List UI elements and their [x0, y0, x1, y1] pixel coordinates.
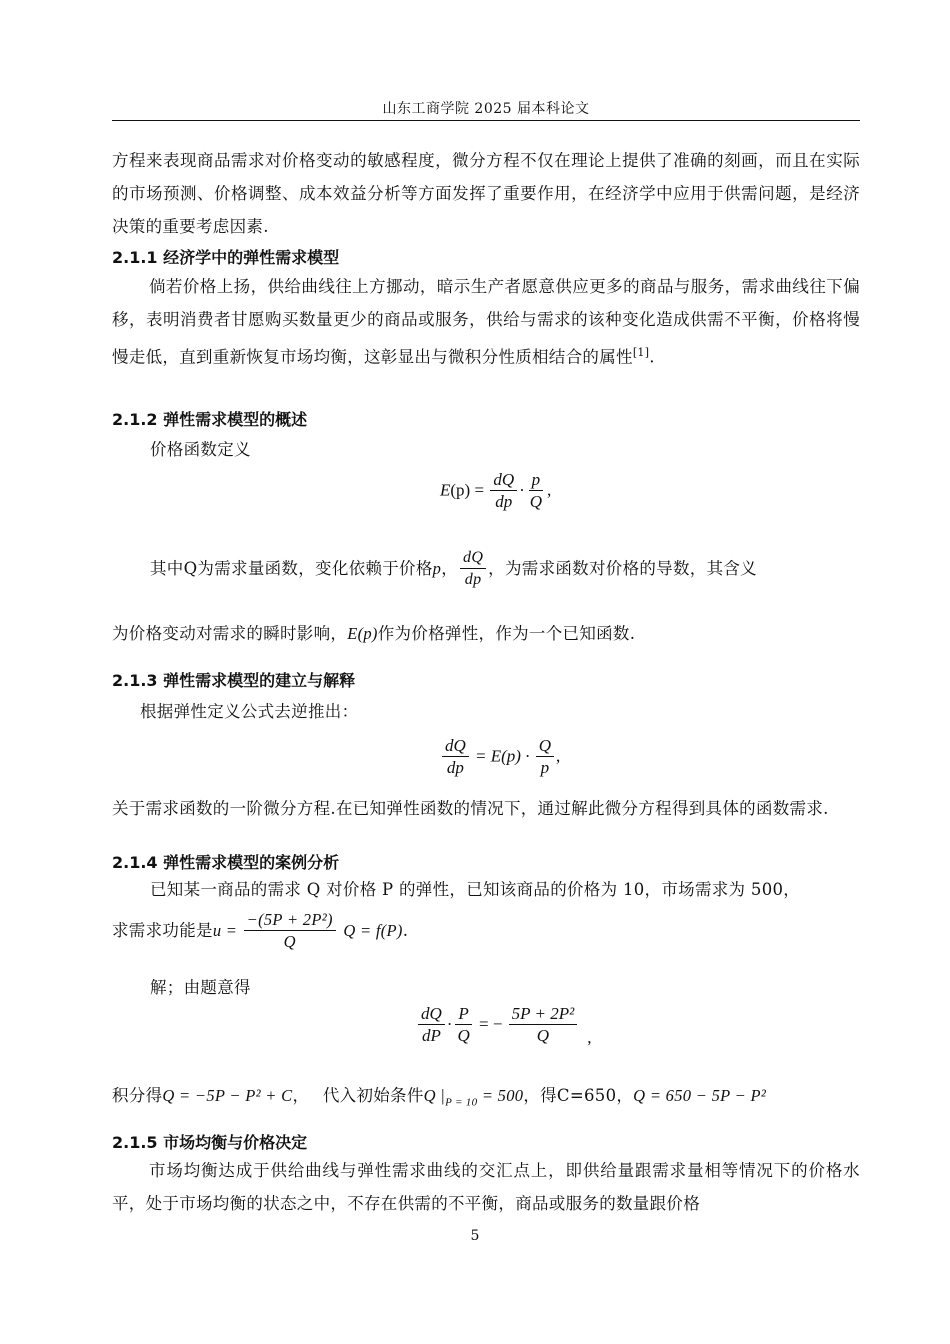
- particular-solution: Q = 650 − 5P − P²: [633, 1086, 767, 1105]
- fraction-denominator: Q: [529, 492, 543, 511]
- section-heading-2-1-1: 2.1.1 经济学中的弹性需求模型: [112, 248, 340, 267]
- definition-text-b: ，为需求函数对价格的导数，其含义: [488, 559, 757, 578]
- constant-result: ，得C=650，: [523, 1086, 634, 1105]
- initial-condition-subscript: P = 10: [445, 1096, 478, 1109]
- reverse-derivation-intro: 根据弹性定义公式去逆推出：: [140, 702, 359, 721]
- integration-text: 积分得: [112, 1086, 163, 1105]
- definition-line-2: [112, 620, 635, 644]
- fraction-denominator: dp: [464, 571, 482, 588]
- fraction-numerator: dQ: [442, 736, 469, 757]
- sentence-end: .: [649, 347, 655, 367]
- ratio-fraction: [527, 470, 545, 513]
- initial-condition-text: 代入初始条件: [322, 1086, 424, 1105]
- price-function-intro: 价格函数定义: [150, 440, 251, 459]
- initial-condition-q: Q |: [423, 1086, 446, 1105]
- general-solution: Q = −5P − P² + C: [162, 1086, 293, 1105]
- q-equals-f: Q = f(P): [343, 921, 403, 940]
- fraction-denominator: Q: [457, 1026, 470, 1045]
- period: .: [402, 921, 409, 940]
- rhs-fraction: [509, 1004, 578, 1047]
- citation-ref[interactable]: [1]: [632, 346, 650, 359]
- ratio-fraction: [454, 1004, 472, 1047]
- formula-equals: = −: [474, 1014, 507, 1034]
- fraction-numerator: Q: [536, 736, 554, 757]
- formula-equals: =: [470, 480, 489, 500]
- fraction-denominator: dp: [446, 758, 464, 777]
- fraction-numerator: −(5P + 2P²): [244, 910, 336, 931]
- formula-dot: ·: [519, 480, 525, 500]
- definition-text-a: 其中Q为需求量函数，变化依赖于价格: [150, 559, 433, 578]
- section-heading-2-1-2: 2.1.2 弹性需求模型的概述: [112, 410, 308, 429]
- fraction-denominator: dP: [421, 1026, 441, 1045]
- section-2-1-1-paragraph: [112, 270, 860, 374]
- formula-comma: ,: [547, 480, 552, 500]
- fraction-denominator: dp: [495, 492, 513, 511]
- fraction-numerator: 5P + 2P²: [509, 1004, 578, 1025]
- integration-result-line: [112, 1082, 766, 1108]
- fraction-denominator: Q: [536, 1026, 550, 1045]
- demand-fraction: [244, 910, 336, 953]
- page-header: 山东工商学院 2025 届本科论文: [382, 101, 590, 117]
- case-text: 求需求功能是: [112, 921, 213, 940]
- initial-condition-value: = 500: [477, 1086, 524, 1105]
- section-heading-2-1-4: 2.1.4 弹性需求模型的案例分析: [112, 853, 340, 872]
- case-differential-formula: [416, 1004, 591, 1047]
- fraction-numerator: p: [529, 470, 544, 491]
- section-2-1-5-paragraph: 市场均衡达成于供给曲线与弹性需求曲线的交汇点上，即供给量跟需求量相等情况下的价格水平，处于市场均衡的状态之中，不存在供需的不平衡，商品或服务的数量跟价格: [112, 1161, 860, 1213]
- section-heading-2-1-5: 2.1.5 市场均衡与价格决定: [112, 1133, 308, 1152]
- section-heading-2-1-3: 2.1.3 弹性需求模型的建立与解释: [112, 671, 356, 690]
- derivative-fraction: [418, 1004, 445, 1047]
- solution-intro: 解；由题意得: [150, 978, 251, 997]
- fraction-numerator: P: [455, 1004, 471, 1025]
- elasticity-formula: [440, 470, 551, 513]
- intro-paragraph-block: [112, 144, 860, 243]
- fraction-denominator: Q: [283, 932, 296, 951]
- ratio-fraction: [536, 736, 554, 779]
- section-2-1-1-text: 倘若价格上扬，供给曲线往上方挪动，暗示生产者愿意供应更多的商品与服务，需求曲线往下偏移，表明消费者甘愿购买数量更少的商品或服务，供给与需求的该种变化造成供需不平衡，价格将慢慢走低，直到重新恢复市场均衡，这彰显出与微积分性质相结合的属性: [112, 277, 860, 367]
- fraction-numerator: dQ: [418, 1004, 445, 1025]
- section-2-1-3-paragraph: 关于需求函数的一阶微分方程.在已知弹性函数的情况下，通过解此微分方程得到具体的函数需求.: [112, 799, 829, 818]
- intro-paragraph: 方程来表现商品需求对价格变动的敏感程度，微分方程不仅在理论上提供了准确的刻画，而且在实际的市场预测、价格调整、成本效益分析等方面发挥了重要作用，在经济学中应用于供需问题，是经济决策的重要考虑因素.: [112, 151, 860, 236]
- case-statement-line: 已知某一商品的需求 Q 对价格 P 的弹性，已知该商品的价格为 10，市场需求为 500，: [150, 880, 801, 899]
- header-rule: [112, 120, 860, 121]
- fraction-numerator: dQ: [490, 470, 517, 491]
- section-2-1-3-body: [112, 795, 860, 822]
- derivative-fraction: [490, 470, 517, 513]
- definition-text-c: 为价格变动对需求的瞬时影响，: [112, 624, 348, 643]
- fraction-numerator: dQ: [460, 548, 486, 569]
- case-demand-function-line: [112, 910, 408, 953]
- differential-equation-formula: [440, 736, 560, 779]
- u-variable: u =: [212, 921, 242, 940]
- formula-dot: ·: [446, 1014, 453, 1034]
- formula-e: E: [440, 480, 451, 500]
- comma: ，: [292, 1086, 310, 1105]
- elasticity-inline: E(p): [347, 624, 378, 643]
- price-variable: p: [432, 559, 442, 578]
- derivative-fraction: [442, 736, 469, 779]
- formula-rhs: = E(p) ·: [470, 746, 534, 766]
- definition-text-d: 作为价格弹性，作为一个已知函数.: [377, 624, 636, 643]
- page-number: 5: [470, 1228, 480, 1244]
- section-2-1-5-body: [112, 1154, 860, 1220]
- formula-arg: (p): [450, 480, 471, 500]
- comma: ，: [441, 559, 459, 578]
- formula-comma: ,: [587, 1028, 592, 1048]
- formula-comma: ,: [556, 746, 561, 766]
- section-2-1-1-body: [112, 270, 860, 374]
- derivative-inline-fraction: [460, 548, 486, 591]
- fraction-denominator: p: [540, 758, 550, 777]
- definition-line-1: [150, 548, 757, 591]
